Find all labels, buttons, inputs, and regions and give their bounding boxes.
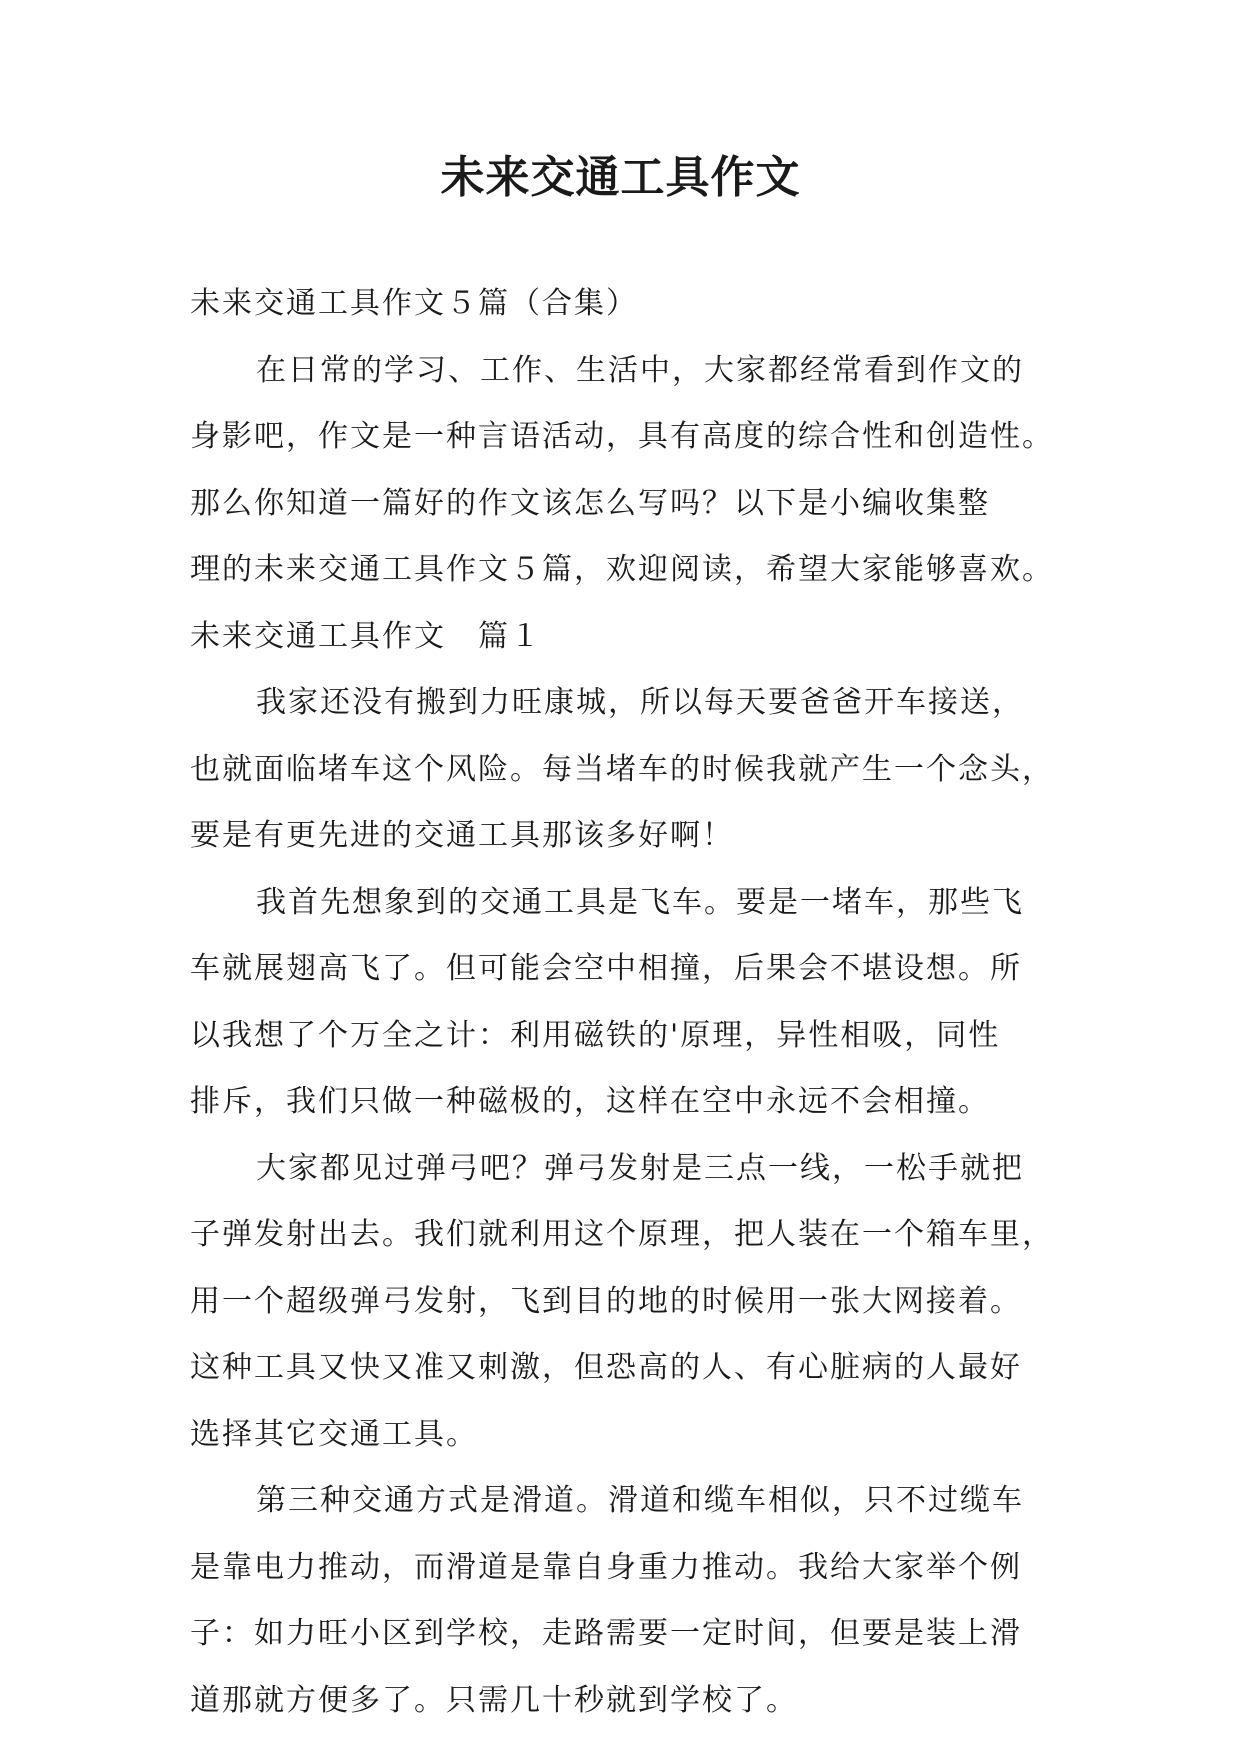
- document-body: [190, 286, 1054, 1749]
- section-heading: 未来交通工具作文 篇１: [190, 618, 542, 654]
- text-line: 用一个超级弹弓发射，飞到目的地的时候用一张大网接着。: [190, 1283, 1022, 1319]
- document-title: 未来交通工具作文: [440, 152, 801, 203]
- text-line: 我首先想象到的交通工具是飞车。要是一堵车，那些飞: [256, 884, 1024, 920]
- paragraph: [190, 1151, 1054, 1453]
- text-line: 是靠电力推动，而滑道是靠自身重力推动。我给大家举个例: [190, 1549, 1022, 1585]
- text-line: 以我想了个万全之计：利用磁铁的'原理，异性相吸，同性: [190, 1017, 1001, 1053]
- text-line: 理的未来交通工具作文５篇，欢迎阅读，希望大家能够喜欢。: [190, 552, 1054, 587]
- text-line: 子：如力旺小区到学校，走路需要一定时间，但要是装上滑: [190, 1616, 1022, 1651]
- paragraph: [190, 685, 1054, 854]
- text-line: 选择其它交通工具。: [190, 1416, 478, 1452]
- text-line: 大家都见过弹弓吧？弹弓发射是三点一线，一松手就把: [256, 1150, 1024, 1186]
- paragraph: [190, 1483, 1054, 1719]
- intro-paragraph: [190, 353, 1054, 589]
- text-line: 我家还没有搬到力旺康城，所以每天要爸爸开车接送，: [256, 685, 1024, 720]
- document-subtitle: 未来交通工具作文５篇（合集）: [190, 286, 638, 321]
- text-line: 道那就方便多了。只需几十秒就到学校了。: [190, 1682, 798, 1718]
- text-line: 也就面临堵车这个风险。每当堵车的时候我就产生一个念头，: [190, 751, 1054, 787]
- text-line: 要是有更先进的交通工具那该多好啊！: [190, 818, 734, 853]
- text-line: 排斥，我们只做一种磁极的，这样在空中永远不会相撞。: [190, 1084, 990, 1119]
- paragraph: [190, 885, 1054, 1121]
- text-line: 身影吧，作文是一种言语活动，具有高度的综合性和创造性。: [190, 419, 1054, 454]
- text-line: 车就展翅高飞了。但可能会空中相撞，后果会不堪设想。所: [190, 951, 1022, 986]
- text-line: 那么你知道一篇好的作文该怎么写吗？以下是小编收集整: [190, 485, 990, 521]
- text-line: 第三种交通方式是滑道。滑道和缆车相似，只不过缆车: [256, 1483, 1024, 1518]
- text-line: 子弹发射出去。我们就利用这个原理，把人装在一个箱车里，: [190, 1217, 1054, 1252]
- text-line: 在日常的学习、工作、生活中，大家都经常看到作文的: [256, 352, 1024, 388]
- text-line: 这种工具又快又准又刺激，但恐高的人、有心脏病的人最好: [190, 1350, 1022, 1385]
